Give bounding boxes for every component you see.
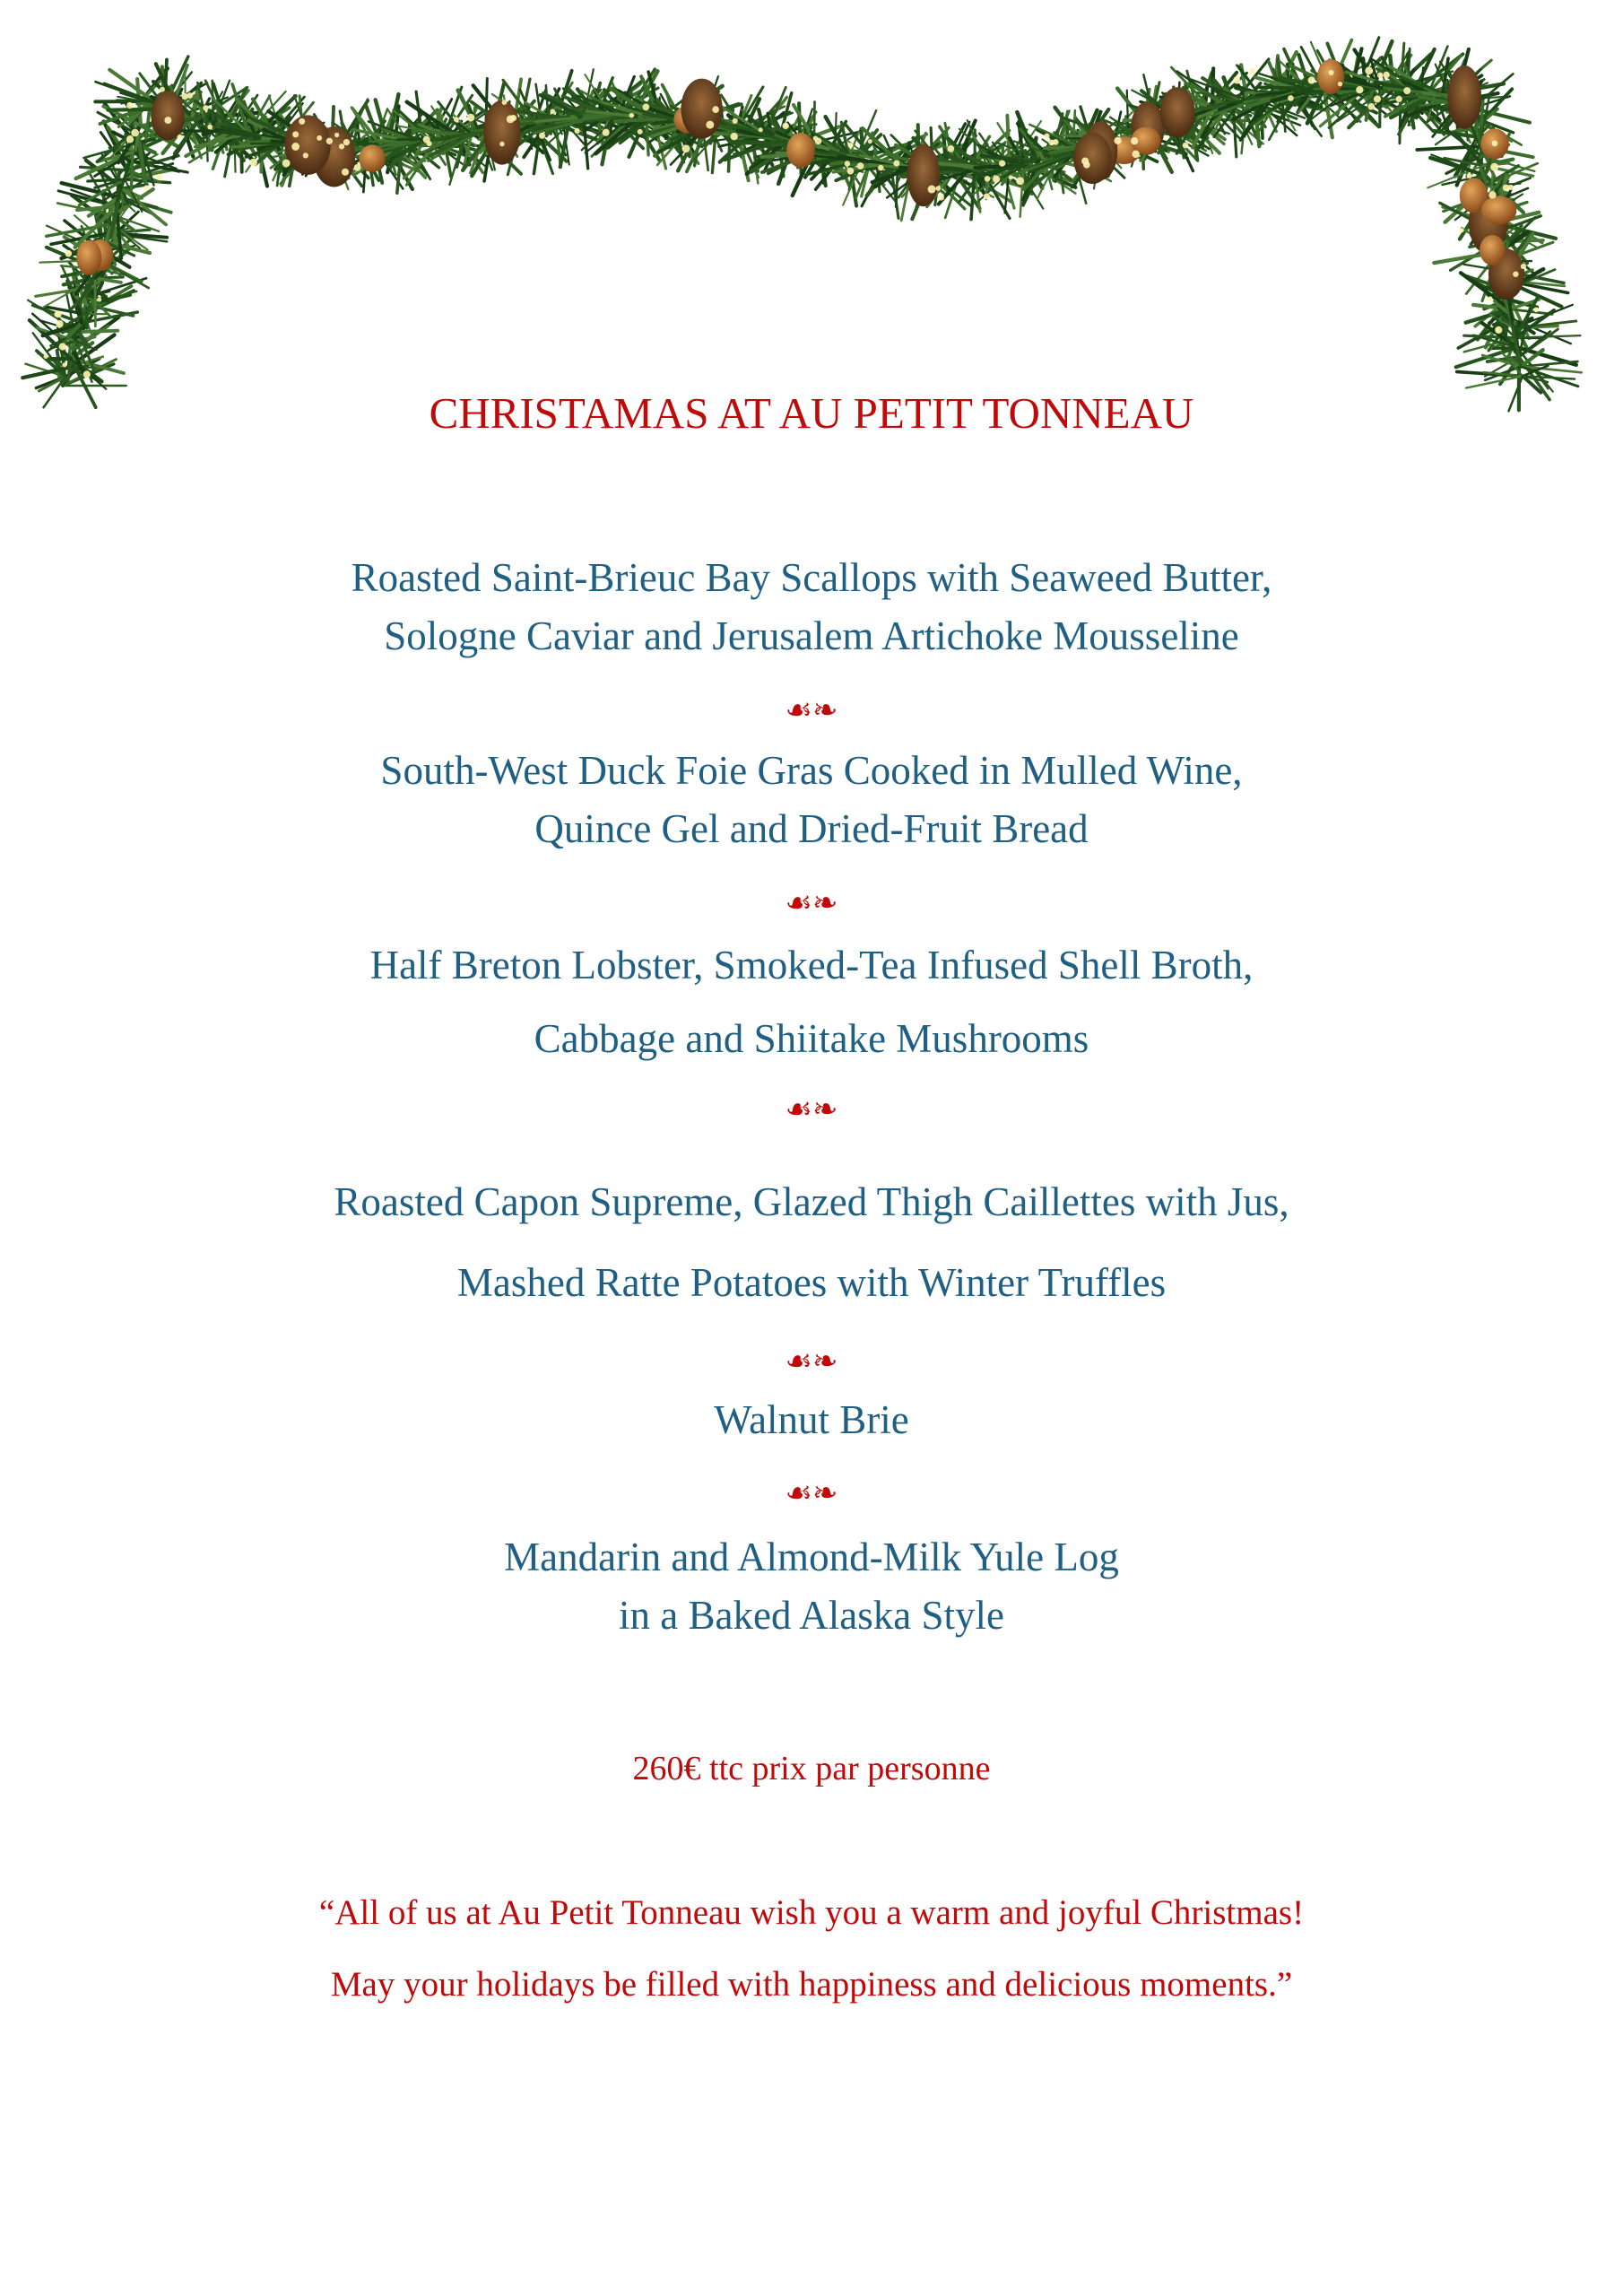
separator-ornament: ☙❧	[785, 1345, 838, 1378]
course-4-line-1: Roasted Capon Supreme, Glazed Thigh Caillettes with Jus,	[334, 1179, 1289, 1224]
holiday-wish-line-2: May your holidays be filled with happiness and delicious moments.”	[330, 1965, 1293, 2004]
separator-ornament: ☙❧	[785, 1093, 838, 1126]
course-5-line-1: Walnut Brie	[714, 1397, 909, 1442]
separator-ornament: ☙❧	[785, 694, 838, 727]
course-1-line-2: Sologne Caviar and Jerusalem Artichoke Mousseline	[384, 613, 1239, 658]
course-4-line-2: Mashed Ratte Potatoes with Winter Truffles	[456, 1260, 1167, 1305]
course-6-line-1: Mandarin and Almond-Milk Yule Log	[504, 1535, 1119, 1579]
holiday-wish-line-1: “All of us at Au Petit Tonneau wish you a warm and joyful Christmas!	[318, 1893, 1305, 1932]
course-1-line-1: Roasted Saint-Brieuc Bay Scallops with Seaweed Butter,	[351, 555, 1272, 600]
course-3-line-2: Cabbage and Shiitake Mushrooms	[534, 1016, 1089, 1061]
course-2-line-1: South-West Duck Foie Gras Cooked in Mulled Wine,	[380, 748, 1243, 793]
course-2-line-2: Quince Gel and Dried-Fruit Bread	[534, 806, 1089, 851]
separator-ornament: ☙❧	[785, 1477, 838, 1510]
separator-ornament: ☙❧	[785, 887, 838, 920]
price-per-person: 260€ ttc prix par personne	[632, 1750, 991, 1787]
course-6-line-2: in a Baked Alaska Style	[619, 1593, 1004, 1638]
course-3-line-1: Half Breton Lobster, Smoked-Tea Infused Shell Broth,	[369, 943, 1254, 987]
menu-title: CHRISTAMAS AT AU PETIT TONNEAU	[429, 388, 1194, 438]
